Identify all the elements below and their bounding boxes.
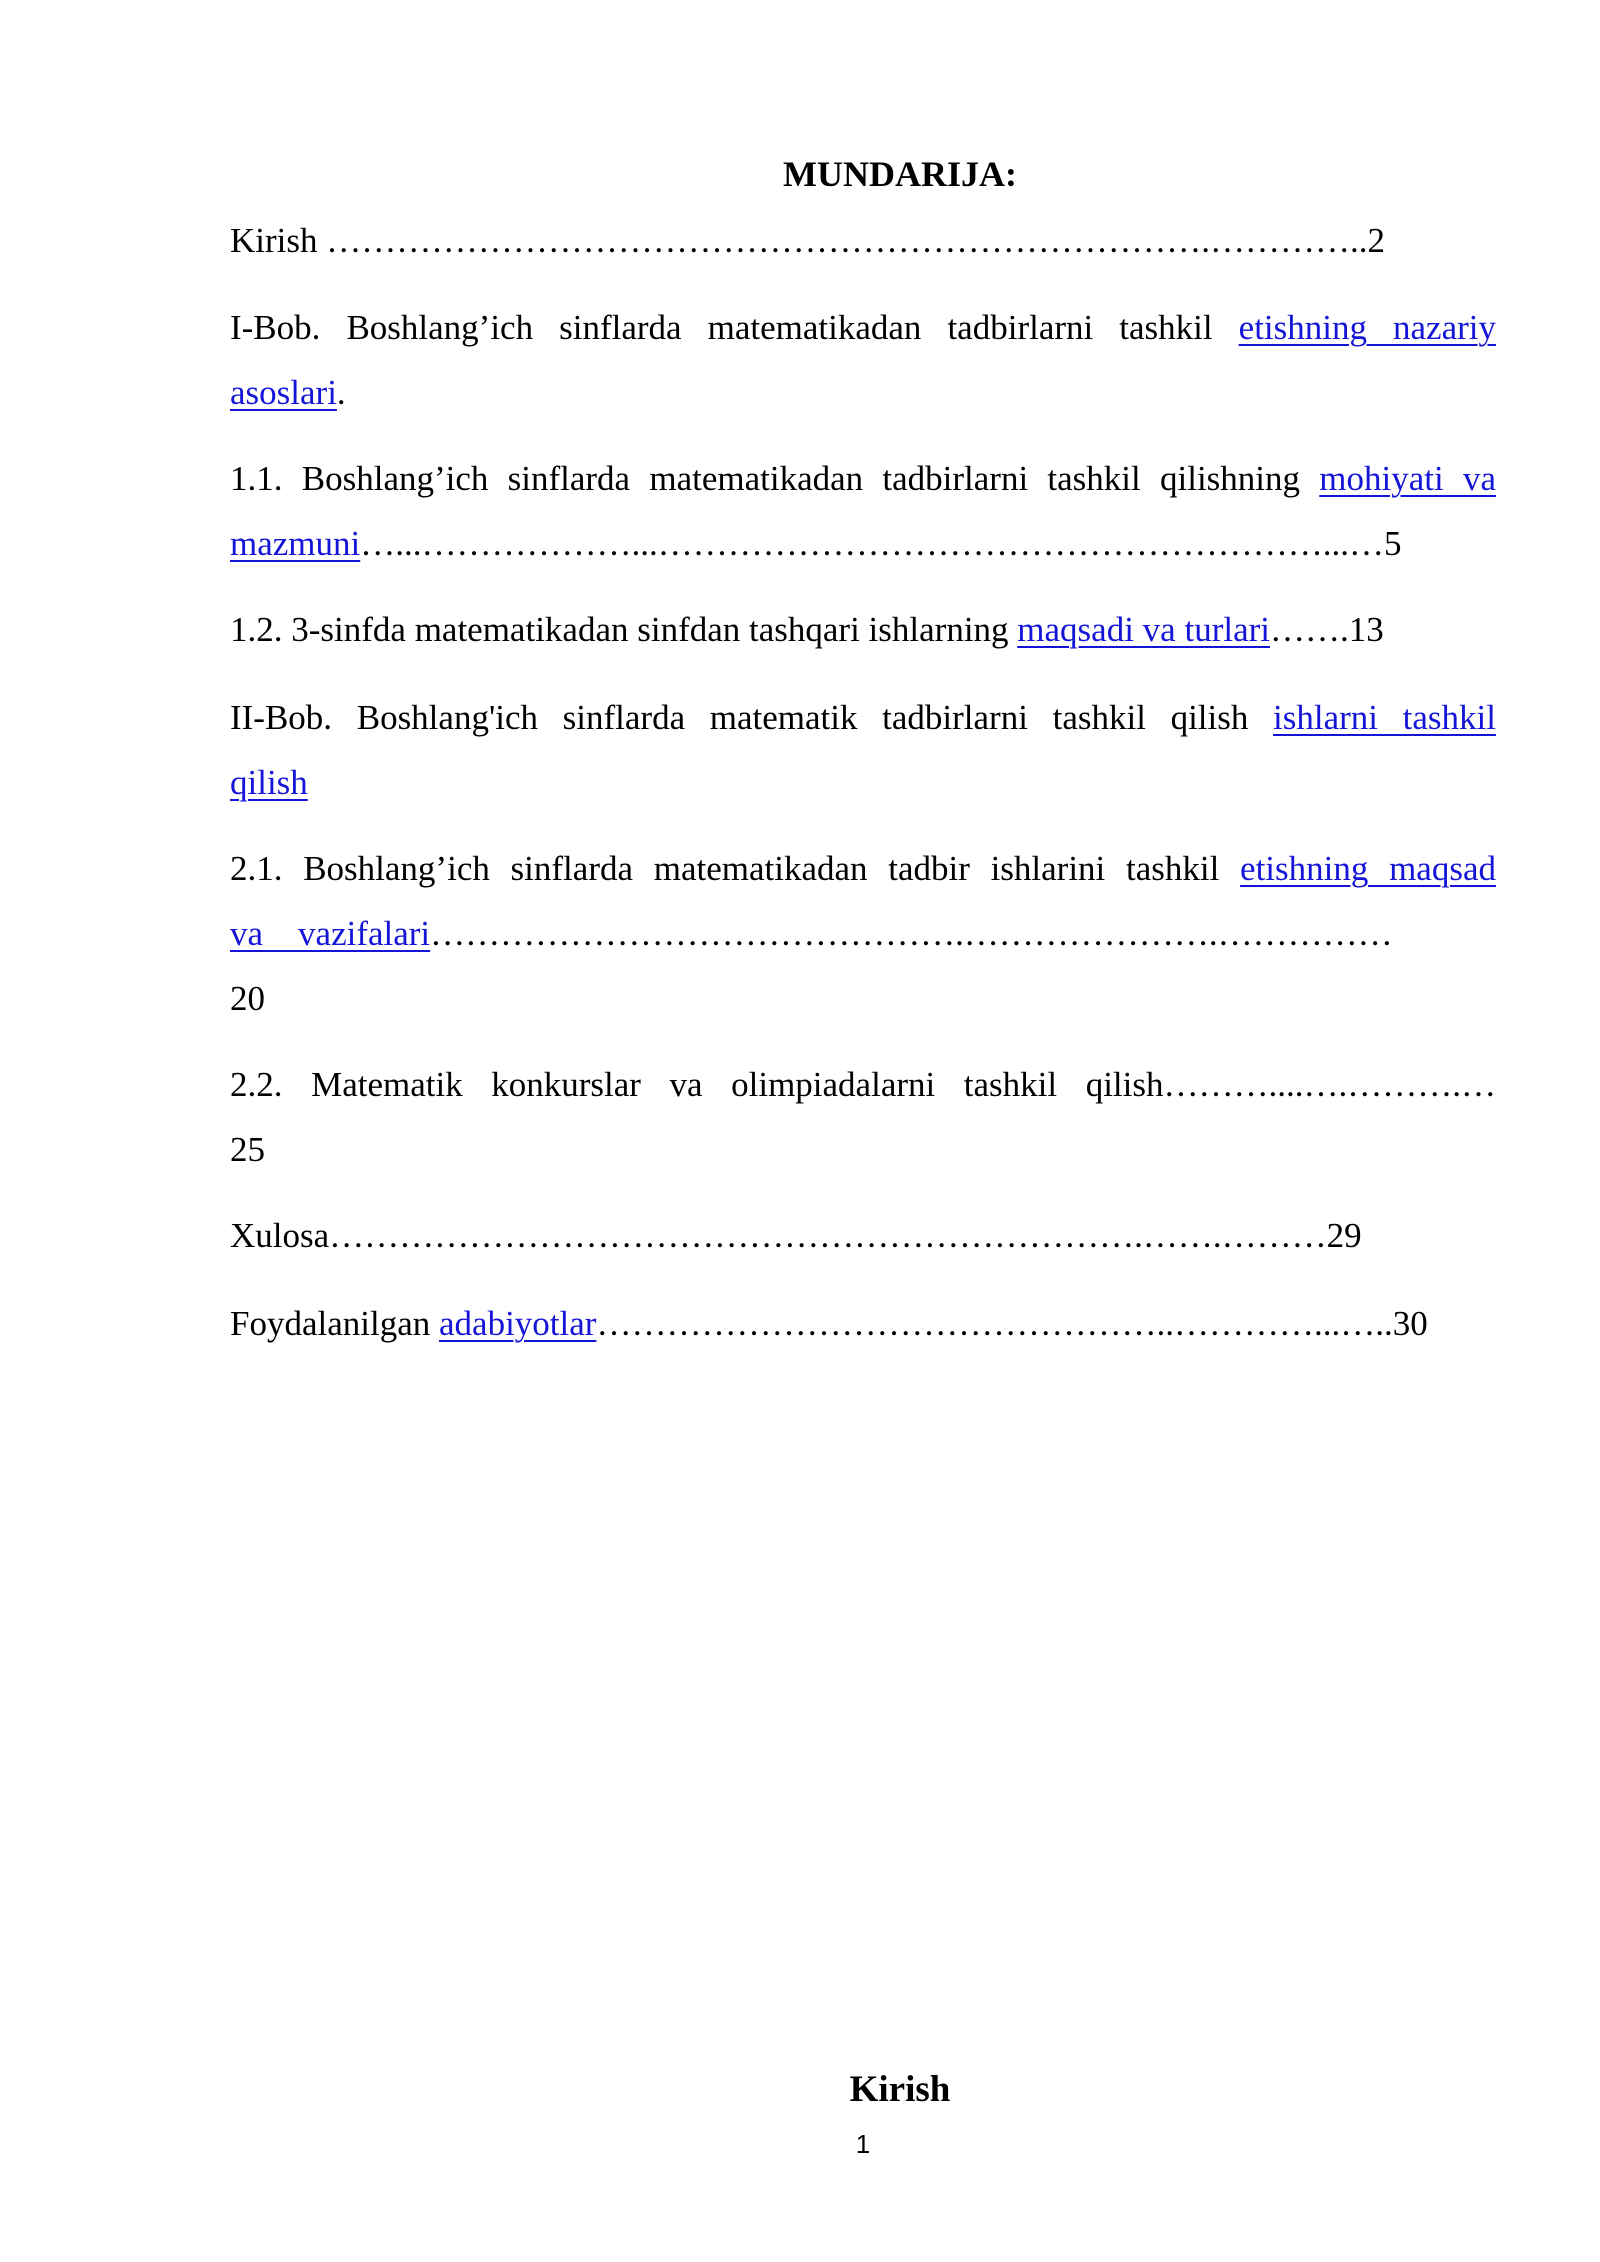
- toc-entry-line: [230, 836, 1496, 901]
- toc-entry-link[interactable]: ishlarni tashkil: [1273, 698, 1496, 737]
- toc-entry-text: 2.1. Boshlang’ich sinflarda matematikadan tadbir ishlarini tashkil: [230, 849, 1241, 888]
- toc-entry-link[interactable]: etishning nazariy: [1238, 308, 1497, 347]
- page-number: 1: [855, 2129, 871, 2159]
- toc-entry-line: [230, 511, 1496, 576]
- toc-entry-text: 2.2. Matematik konkurslar va olimpiadalarni tashkil qilish………....….……….…: [230, 1065, 1496, 1104]
- toc-entry-link[interactable]: mohiyati va: [1319, 459, 1496, 498]
- toc-entry-text: 1.1. Boshlang’ich sinflarda matematikadan tadbirlarni tashkil qilishning: [230, 459, 1320, 498]
- toc-entry-line: [230, 360, 1496, 425]
- toc-entry-link[interactable]: mazmuni: [230, 524, 361, 563]
- toc-entry-chapter-1[interactable]: [230, 295, 1496, 425]
- toc-entry-text: II-Bob. Boshlang'ich sinflarda matematik tadbirlarni tashkil qilish: [230, 698, 1274, 737]
- toc-entry-text: Xulosa…………………………………………………………….…….………29: [230, 1216, 1362, 1255]
- toc-entry-line: [230, 295, 1496, 360]
- toc-entry-line: [230, 1052, 1496, 1117]
- toc-entry-text: I-Bob. Boshlang’ich sinflarda matematikadan tadbirlarni tashkil: [230, 308, 1239, 347]
- toc-entry-section-1-2[interactable]: [230, 597, 1496, 662]
- toc-entry-text: 20: [230, 979, 265, 1018]
- toc-entry-text: …………………………………………..…………...…..30: [596, 1304, 1428, 1343]
- toc-entry-chapter-2[interactable]: [230, 685, 1496, 815]
- toc-entry-xulosa[interactable]: [230, 1203, 1496, 1268]
- toc-entry-section-2-1[interactable]: [230, 836, 1496, 1031]
- toc-entry-text: 25: [230, 1130, 265, 1169]
- toc-entry-text: ……………………………………….………………….……………: [430, 914, 1393, 953]
- toc-entry-link[interactable]: adabiyotlar: [439, 1304, 597, 1343]
- toc-entry-line: [230, 685, 1496, 750]
- toc-entry-text: …...………………...…………………………………………………...…5: [360, 524, 1402, 563]
- toc-entry-link[interactable]: maqsadi va turlari: [1017, 610, 1270, 649]
- toc-entry-link[interactable]: va vazifalari: [230, 914, 431, 953]
- toc-entry-line: [230, 597, 1496, 662]
- toc-entry-link[interactable]: asoslari: [230, 373, 337, 412]
- toc-entry-link[interactable]: etishning maqsad: [1240, 849, 1496, 888]
- toc-entry-text: …….13: [1270, 610, 1384, 649]
- toc-entry-line: [230, 966, 1496, 1031]
- toc-entry-text: .: [336, 373, 346, 412]
- toc-entry-line: [230, 901, 1496, 966]
- toc-entry-section-1-1[interactable]: [230, 446, 1496, 576]
- toc-entry-kirish[interactable]: [230, 208, 1496, 273]
- toc-entry-section-2-2[interactable]: [230, 1052, 1496, 1182]
- toc-entry-text: 1.2. 3-sinfda matematikadan sinfdan tashqari ishlarning: [230, 610, 1018, 649]
- toc-entry-text: Foydalanilgan: [230, 1304, 439, 1343]
- toc-entry-line: [230, 1291, 1496, 1356]
- toc-entry-line: [230, 750, 1496, 815]
- toc-title: MUNDARIJA:: [783, 154, 1017, 194]
- toc-entry-line: [230, 446, 1496, 511]
- section-heading: Kirish: [849, 2069, 951, 2110]
- toc-entry-text: Kirish ………………………………………………………………….…………..2: [230, 221, 1385, 260]
- toc-entry-link[interactable]: qilish: [230, 763, 308, 802]
- toc-entry-references[interactable]: [230, 1291, 1496, 1356]
- toc-entry-line: [230, 1203, 1496, 1268]
- toc-entry-line: [230, 1117, 1496, 1182]
